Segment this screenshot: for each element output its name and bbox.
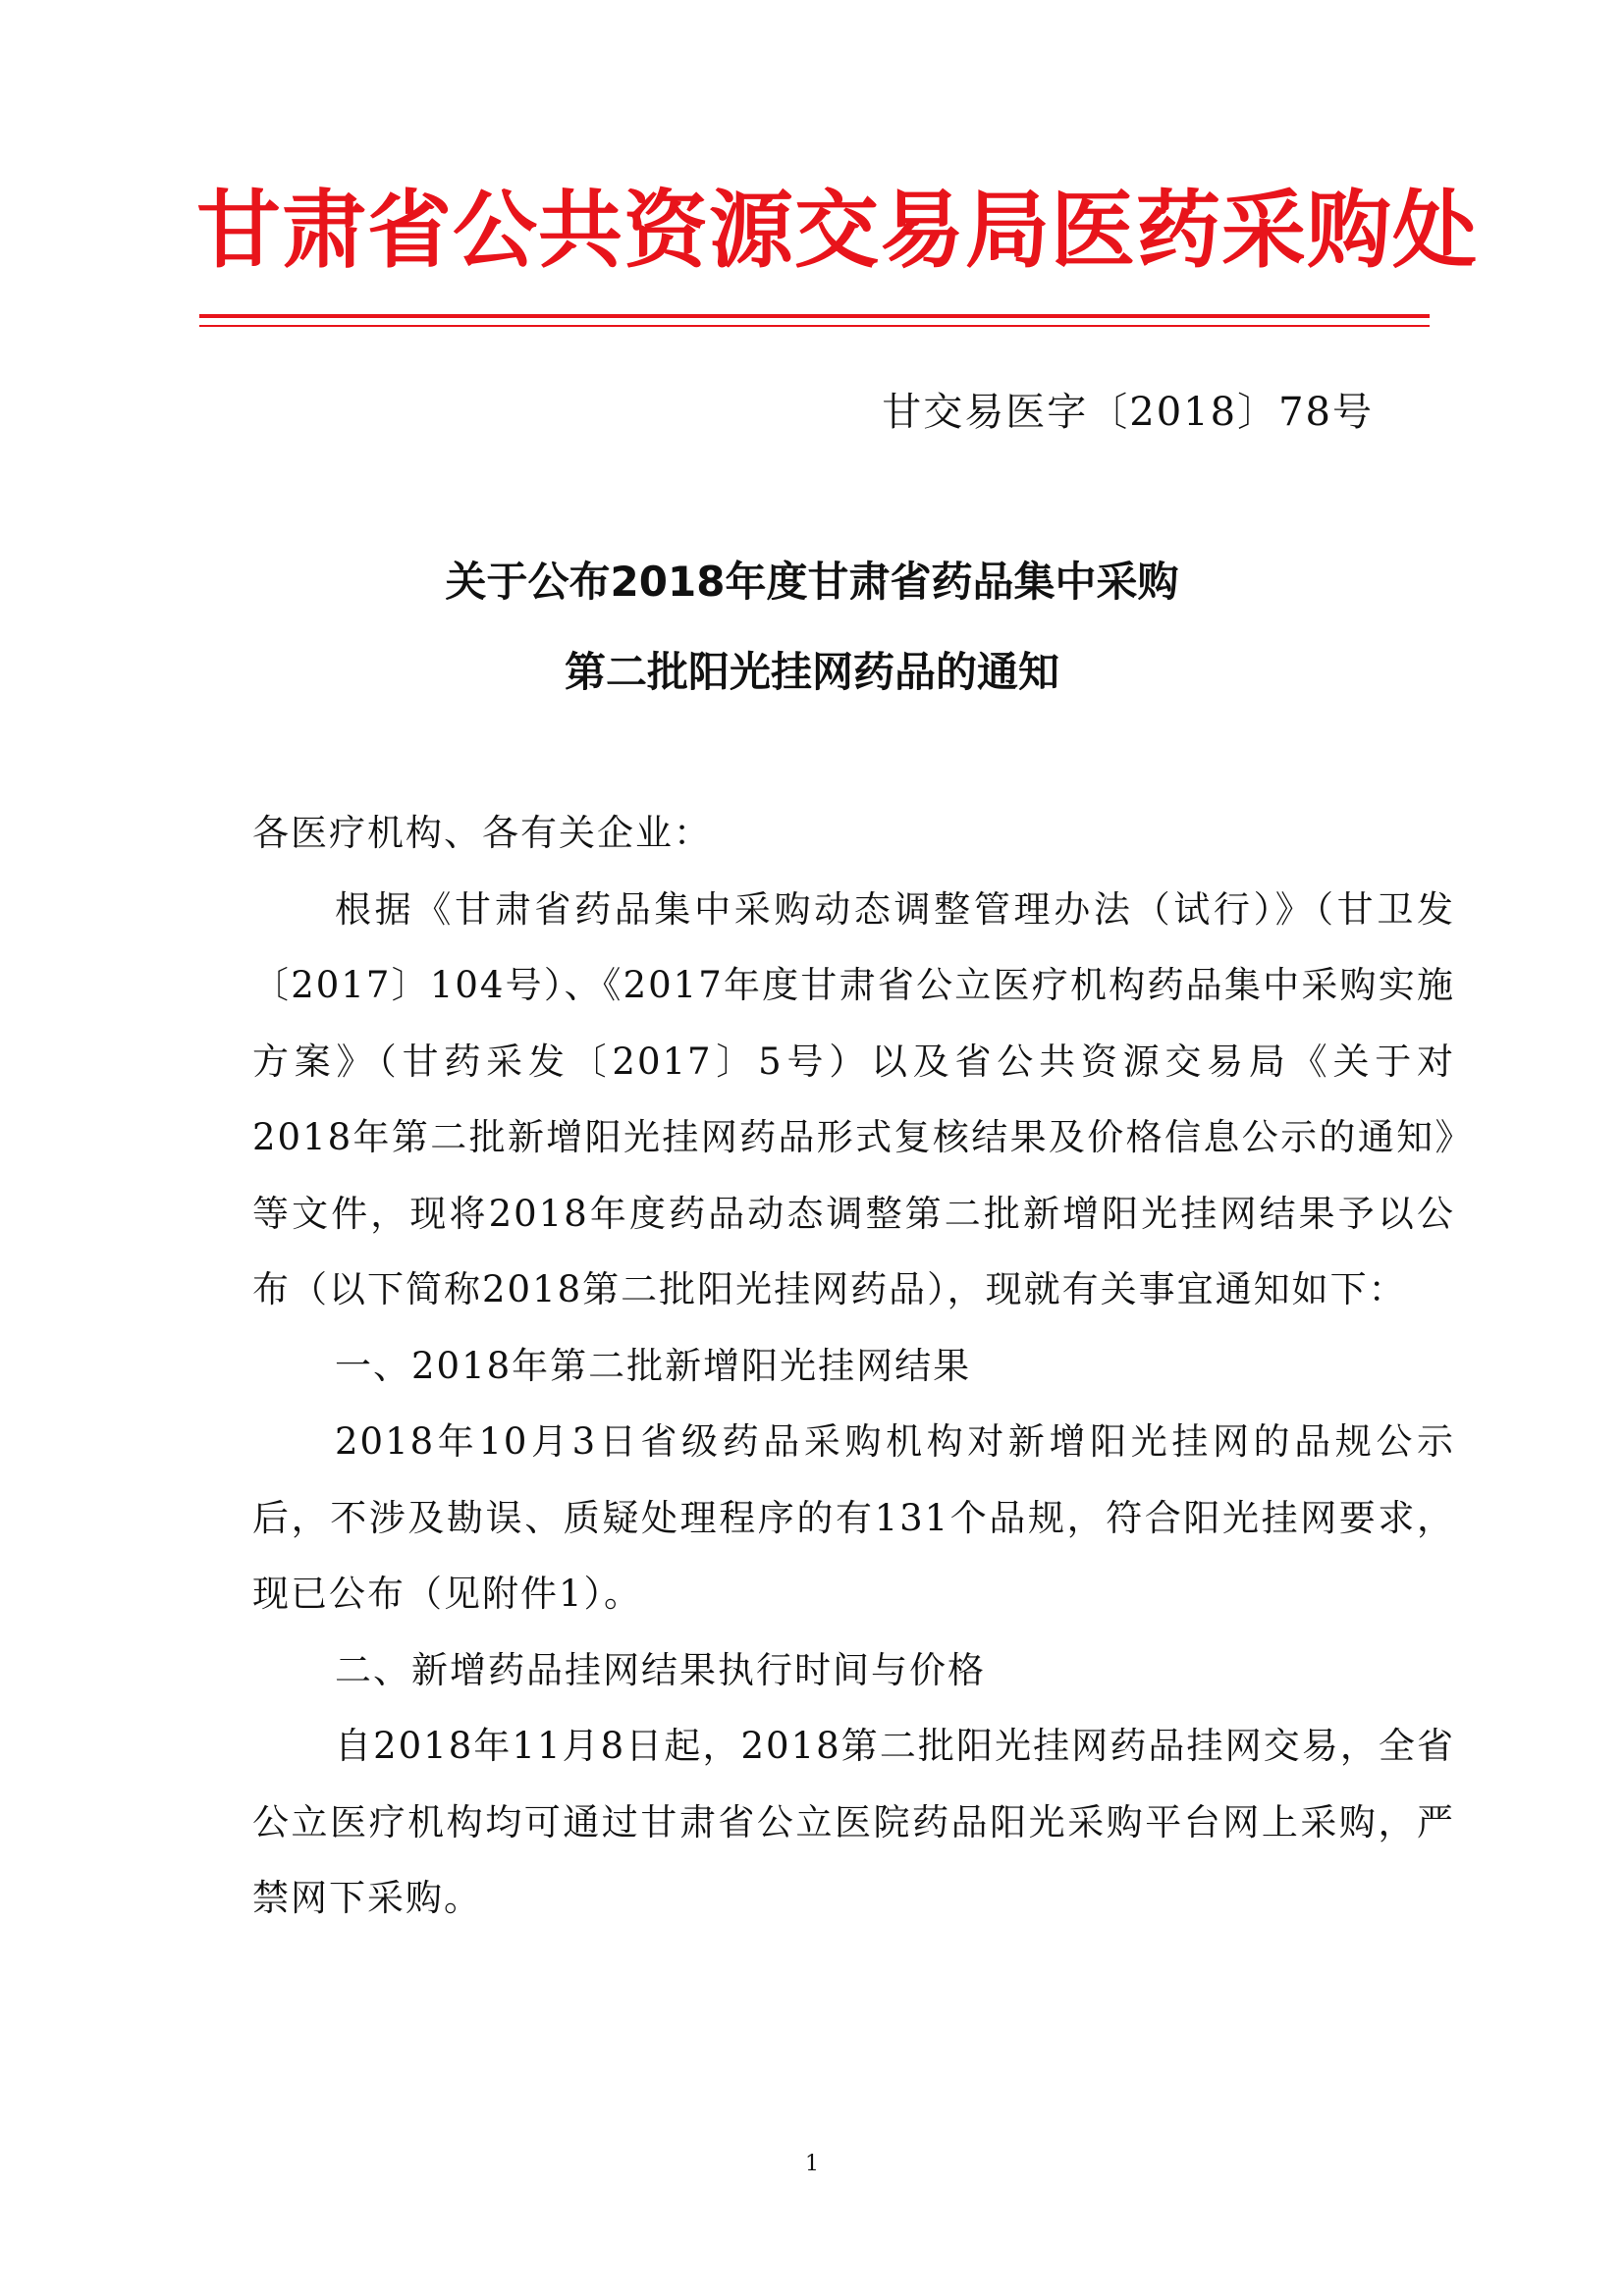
header-divider-thin [199,325,1430,327]
section-heading-execution: 二、新增药品挂网结果执行时间与价格 [335,1648,986,1691]
notice-title-line-2: 第二批阳光挂网药品的通知 [564,648,1059,696]
page-number: 1 [805,2152,819,2176]
paragraph-basis: 根据《甘肃省药品集中采购动态调整管理办法（试行）》（甘卫发〔2017〕104号）、《2017年度甘肃省公立医疗机构药品集中采购实施方案》（甘药采发〔2017〕5号）以及省公共资源交易局《关于对2018年第二批新增阳光挂网药品形式复核结果及价格信息公示的通知》等文件，现将2018年度药品动态调整第二批新增阳光挂网结果予以公布（以下简称2018第二批阳光挂网药品），现就有关事宜通知如下： [252,887,1455,1310]
issuing-organization-header: 甘肃省公共资源交易局医药采购处 [196,182,1478,280]
header-divider-thick [199,314,1430,318]
notice-title-line-1: 关于公布2018年度甘肃省药品集中采购 [445,558,1179,606]
salutation: 各医疗机构、各有关企业： [252,812,712,854]
section-heading-results: 一、2018年第二批新增阳光挂网结果 [335,1344,972,1387]
paragraph-execution: 自2018年11月8日起，2018第二批阳光挂网药品挂网交易，全省公立医疗机构均可通过甘肃省公立医院药品阳光采购平台网上采购，严禁网下采购。 [252,1725,1455,1919]
document-number: 甘交易医字〔2018〕78号 [882,390,1374,435]
paragraph-results: 2018年10月3日省级药品采购机构对新增阳光挂网的品规公示后，不涉及勘误、质疑处理程序的有131个品规，符合阳光挂网要求，现已公布（见附件1）。 [252,1420,1455,1615]
notice-body [252,795,1455,1937]
